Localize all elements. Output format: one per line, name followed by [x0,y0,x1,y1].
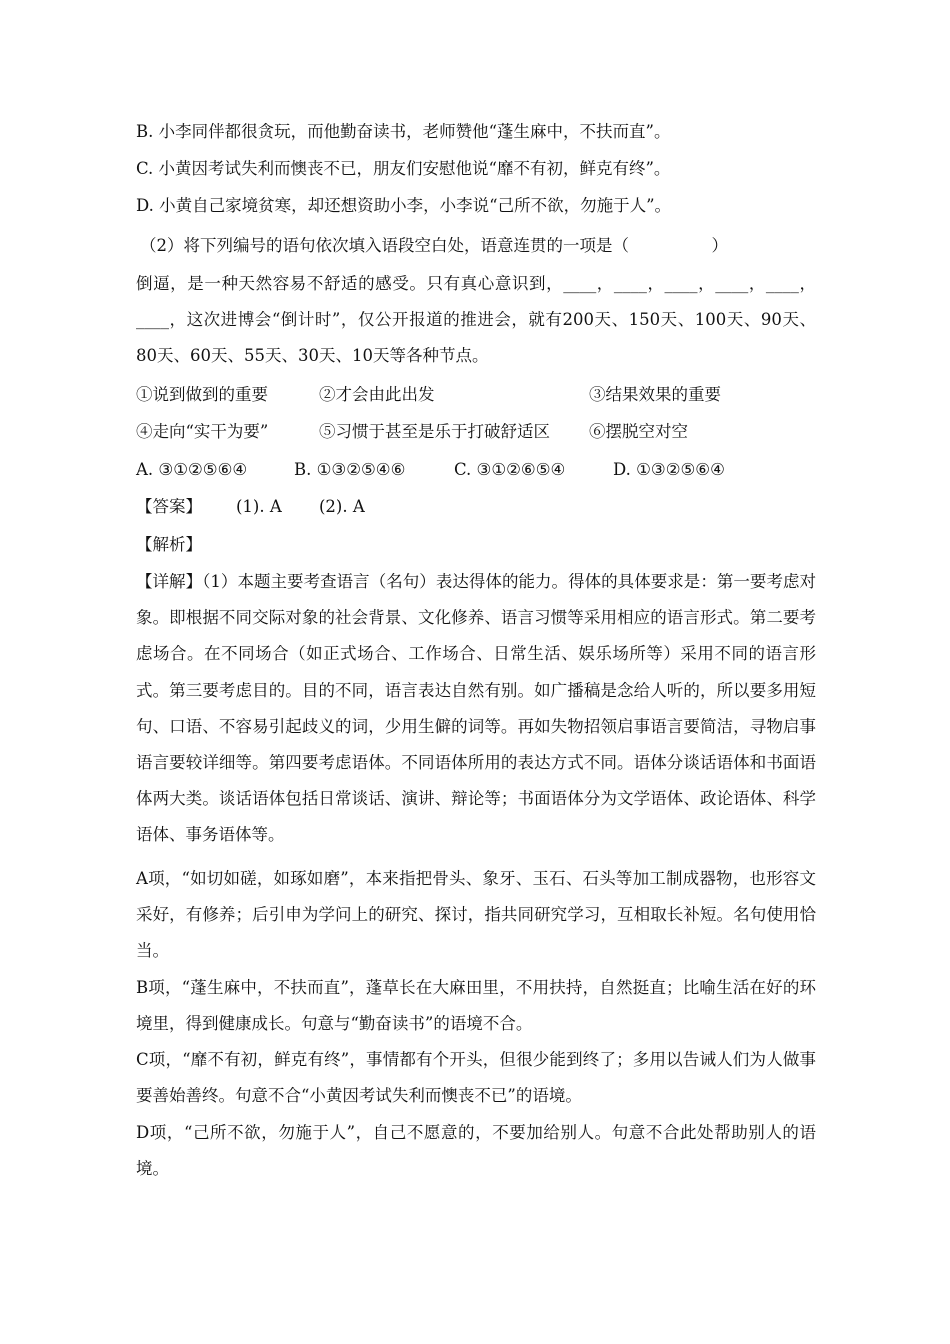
item-2: ②才会由此出发 [319,385,435,404]
item-6: ⑥摆脱空对空 [589,422,688,441]
question2-prompt: （2）将下列编号的语句依次填入语段空白处，语意连贯的一项是（ ） [140,236,728,255]
answer-label: 【答案】 [136,497,202,516]
option-c-line: C. 小黄因考试失利而懊丧不已，朋友们安慰他说“靡不有初，鲜克有终”。 [136,159,671,178]
analysis-label: 【解析】 [136,535,202,554]
choice-d: D. ①③②⑤⑥④ [613,460,725,479]
item-1: ①说到做到的重要 [136,385,268,404]
explanation-a: A项，“如切如磋，如琢如磨”，本来指把骨头、象牙、玉石、石头等加工制成器物，也形容文采好，有修养；后引申为学问上的研究、探讨，指共同研究学习，互相取长补短。名句使用恰当。 [136,869,816,961]
detail-text: （1）本题主要考查语言（名句）表达得体的能力。得体的具体要求是：第一要考虑对象。即根据不同交际对象的社会背景、文化修养、语言习惯等采用相应的语言形式。第二要考虑场合。在不同场合（如正式场合、工作场合、日常生活、娱乐场所等）采用不同的语言形式。第三要考虑目的。目的不同，语言表达自然有别。如广播稿是念给人听的，所以要多用短句、口语、不容易引起歧义的词，少用生僻的词等。再如失物招领启事语言要简洁，寻物启事语言要较详细等。第四要考虑语体。不同语体所用的表达方式不同。语体分谈话语体和书面语体两大类。谈话语体包括日常谈话、演讲、辩论等；书面语体分为文学语体、政论语体、科学语体、事务语体等。 [136,572,817,845]
item-3: ③结果效果的重要 [589,385,721,404]
item-5: ⑤习惯于甚至是乐于打破舒适区 [319,422,550,441]
detail-label: 【详解】 [136,572,203,591]
question2-passage: 倒逼，是一种天然容易不舒适的感受。只有真心意识到，____，____，____，____，____，____，这次进博会“倒计时”，仅公开报道的推进会，就有200天、150天、100天、90天、80天、60天、55天、30天、10天等各种节点。 [136,274,816,366]
option-d-line: D. 小黄自己家境贫寒，却还想资助小李，小李说“己所不欲，勿施于人”。 [136,196,672,215]
answer-part2: (2). A [319,497,365,516]
choice-a: A. ③①②⑤⑥④ [136,460,248,479]
explanation-c: C项，“靡不有初，鲜克有终”，事情都有个开头，但很少能到终了；多用以告诫人们为人做事要善始善终。句意不合“小黄因考试失利而懊丧不已”的语境。 [136,1050,816,1106]
detail-paragraph [136,564,816,854]
items-row-1 [136,385,826,405]
explanation-d: D项，“己所不欲，勿施于人”，自己不愿意的，不要加给别人。句意不合此处帮助别人的语境。 [136,1123,816,1179]
answer-part1: (1). A [236,497,282,516]
answer-row [136,497,826,517]
choices-row [136,460,826,480]
items-row-2 [136,422,826,442]
option-b-line: B. 小李同伴都很贪玩，而他勤奋读书，老师赞他“蓬生麻中，不扶而直”。 [136,122,671,141]
item-4: ④走向“实干为要” [136,422,269,441]
explanation-b: B项，“蓬生麻中，不扶而直”，蓬草长在大麻田里，不用扶持，自然挺直；比喻生活在好的环境里，得到健康成长。句意与“勤奋读书”的语境不合。 [136,978,816,1034]
choice-b: B. ①③②⑤④⑥ [294,460,406,479]
choice-c: C. ③①②⑥⑤④ [454,460,566,479]
